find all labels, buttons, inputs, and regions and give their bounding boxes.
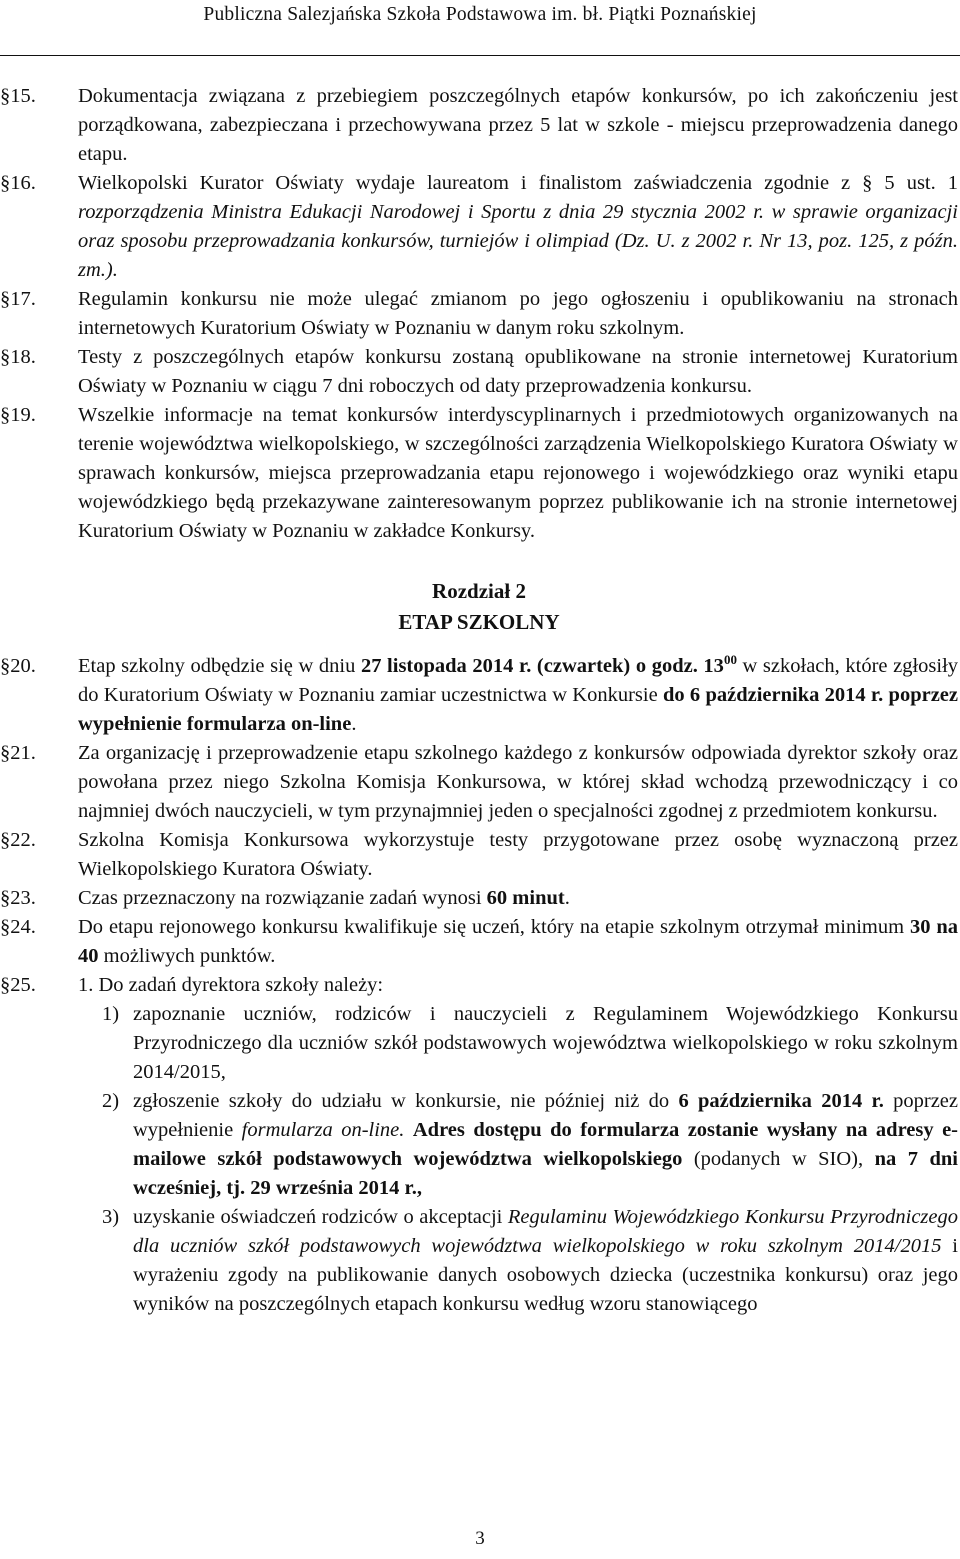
sub-item-text: zgłoszenie szkoły do udziału w konkursie, nie później niż do (133, 1090, 679, 1112)
paragraph-number: §17. (0, 288, 36, 310)
address-emphasis: Adres dostępu do formularza zostanie wysłany na adresy e-mailowe szkół podstawowych województwa wielkopolskiego (133, 1119, 958, 1170)
sub-item-text: i wyrażeniu zgody na publikowanie danych osobowych dziecka (uczestnika konkursu) oraz jego wyników na poszczególnych etapach konkursu według wzoru stanowiącego (133, 1235, 958, 1315)
paragraph-text: Regulamin konkursu nie może ulegać zmianom po jego ogłoszeniu i opublikowaniu na stronach internetowych Kuratorium Oświaty w Poznaniu w danym roku szkolnym. (78, 288, 958, 339)
time-superscript: 00 (723, 652, 737, 668)
paragraph-number: §19. (0, 404, 36, 426)
regulation-title: Regulaminu Wojewódzkiego Konkursu Przyrodniczego dla uczniów szkół podstawowych województwa wielkopolskiego w roku szkolnym 2014/2015 (133, 1206, 958, 1257)
deadline-emphasis: 6 października 2014 r. (678, 1090, 884, 1112)
paragraph-24 (0, 913, 958, 971)
paragraph-text: Etap szkolny odbędzie się w dniu (78, 655, 361, 677)
paragraph-22 (0, 826, 958, 884)
paragraph-number: §23. (0, 887, 36, 909)
paragraph-21 (0, 739, 958, 826)
paragraph-text: . (564, 887, 570, 909)
regulation-citation: rozporządzenia Ministra Edukacji Narodowej i Sportu z dnia 29 stycznia 2002 r. w sprawie organizacji oraz sposobu przeprowadzania konkursów, turniejów i olimpiad (Dz. U. z 2002 r. Nr 13, poz. 125, z późn. zm.). (78, 201, 958, 281)
sub-item-number: 1) (102, 1003, 120, 1025)
paragraph-text: w szkołach, które zgłosiły do Kuratorium Oświaty w Poznaniu zamiar uczestnictwa w Konkursie (78, 655, 959, 706)
paragraph-text: Za organizację i przeprowadzenie etapu szkolnego każdego z konkursów odpowiada dyrektor szkoły oraz powołana przez niego Szkolna Komisja Konkursowa, w której skład wchodzą przewodniczący i co najmniej dwóch nauczycieli, w tym przynajmniej jeden o specjalności zgodnej z przedmiotem konkursu. (78, 742, 958, 822)
sub-item-number: 2) (102, 1090, 120, 1112)
paragraph-number: §15. (0, 85, 36, 107)
paragraph-text: Wielkopolski Kurator Oświaty wydaje laureatom i finalistom zaświadczenia zgodnie z § 5 ust. 1 (78, 172, 958, 194)
duration-emphasis: 60 minut (486, 887, 565, 909)
date-emphasis: 27 listopada 2014 r. (czwartek) o godz. 13 (360, 655, 724, 677)
sub-item-3 (78, 1203, 958, 1319)
sub-item-text (404, 1119, 412, 1141)
paragraph-number: §22. (0, 829, 36, 851)
paragraph-text: Wszelkie informacje na temat konkursów interdyscyplinarnych i przedmiotowych organizowanych na terenie województwa wielkopolskiego, w szczególności zarządzenia Wielkopolskiego Kuratora Oświaty w sprawach konkursów, miejsca przeprowadzania etapu rejonowego i wojewódzkiego oraz wyniki etapu wojewódzkiego będą przekazywane zainteresowanym poprzez publikowanie ich na stronie internetowej Kuratorium Oświaty w Poznaniu w zakładce Konkursy. (78, 404, 958, 542)
paragraph-number: §24. (0, 916, 36, 938)
header-divider (0, 55, 960, 56)
sub-item-2 (78, 1087, 958, 1203)
paragraph-text: Do etapu rejonowego konkursu kwalifikuje się uczeń, który na etapie szkolnym otrzymał minimum (78, 916, 910, 938)
paragraph-15 (0, 82, 958, 169)
paragraph-25 (0, 971, 958, 1319)
paragraph-20 (0, 652, 958, 739)
paragraph-16 (0, 169, 958, 285)
chapter-number: Rozdział 2 (432, 579, 526, 603)
paragraph-text: Testy z poszczególnych etapów konkursu zostaną opublikowane na stronie internetowej Kuratorium Oświaty w Poznaniu w ciągu 7 dni roboczych od daty przeprowadzenia konkursu. (78, 346, 958, 397)
paragraph-number: §18. (0, 346, 36, 368)
sub-item-text: poprzez wypełnienie (133, 1090, 959, 1141)
paragraph-text: możliwych punktów. (98, 945, 276, 967)
deadline-emphasis: do 6 października 2014 r. poprzez wypełnienie formularza on-line (78, 684, 958, 735)
school-name: Publiczna Salezjańska Szkoła Podstawowa im. bł. Piątki Poznańskiej (203, 4, 757, 25)
paragraph-text: Dokumentacja związana z przebiegiem poszczególnych etapów konkursów, po ich zakończeniu jest porządkowana, zabezpieczana i przechowywana przez 5 lat w szkole - miejscu przeprowadzenia danego etapu. (78, 85, 958, 165)
chapter-heading (0, 576, 958, 638)
paragraph-text: Czas przeznaczony na rozwiązanie zadań wynosi (78, 887, 487, 909)
date-emphasis: na 7 dni wcześniej, tj. 29 września 2014 r., (133, 1148, 958, 1199)
paragraph-number: §16. (0, 172, 36, 194)
paragraph-number: §21. (0, 742, 36, 764)
form-emphasis: formularza on-line. (241, 1119, 405, 1141)
paragraph-intro: 1. Do zadań dyrektora szkoły należy: (78, 974, 384, 996)
sub-item-text: (podanych w SIO), (682, 1148, 875, 1170)
page-number: 3 (475, 1528, 485, 1549)
paragraph-23 (0, 884, 958, 913)
sub-item-1 (78, 1000, 958, 1087)
paragraph-19 (0, 401, 958, 546)
sub-item-text: zapoznanie uczniów, rodziców i nauczycieli z Regulaminem Wojewódzkiego Konkursu Przyrodniczego dla uczniów szkół podstawowych województwa wielkopolskiego w roku szkolnym 2014/2015, (133, 1003, 958, 1083)
paragraph-number: §25. (0, 974, 36, 996)
sub-item-text: uzyskanie oświadczeń rodziców o akceptacji (133, 1206, 508, 1228)
paragraph-number: §20. (0, 655, 36, 677)
chapter-title: ETAP SZKOLNY (398, 610, 560, 634)
paragraph-text: Szkolna Komisja Konkursowa wykorzystuje testy przygotowane przez osobę wyznaczoną przez Wielkopolskiego Kuratora Oświaty. (78, 829, 958, 880)
paragraph-17 (0, 285, 958, 343)
sub-item-number: 3) (102, 1206, 120, 1228)
paragraph-text: . (351, 713, 357, 735)
page-header (0, 0, 960, 32)
document-body (0, 82, 958, 1319)
paragraph-18 (0, 343, 958, 401)
score-emphasis: 30 na 40 (78, 916, 958, 967)
